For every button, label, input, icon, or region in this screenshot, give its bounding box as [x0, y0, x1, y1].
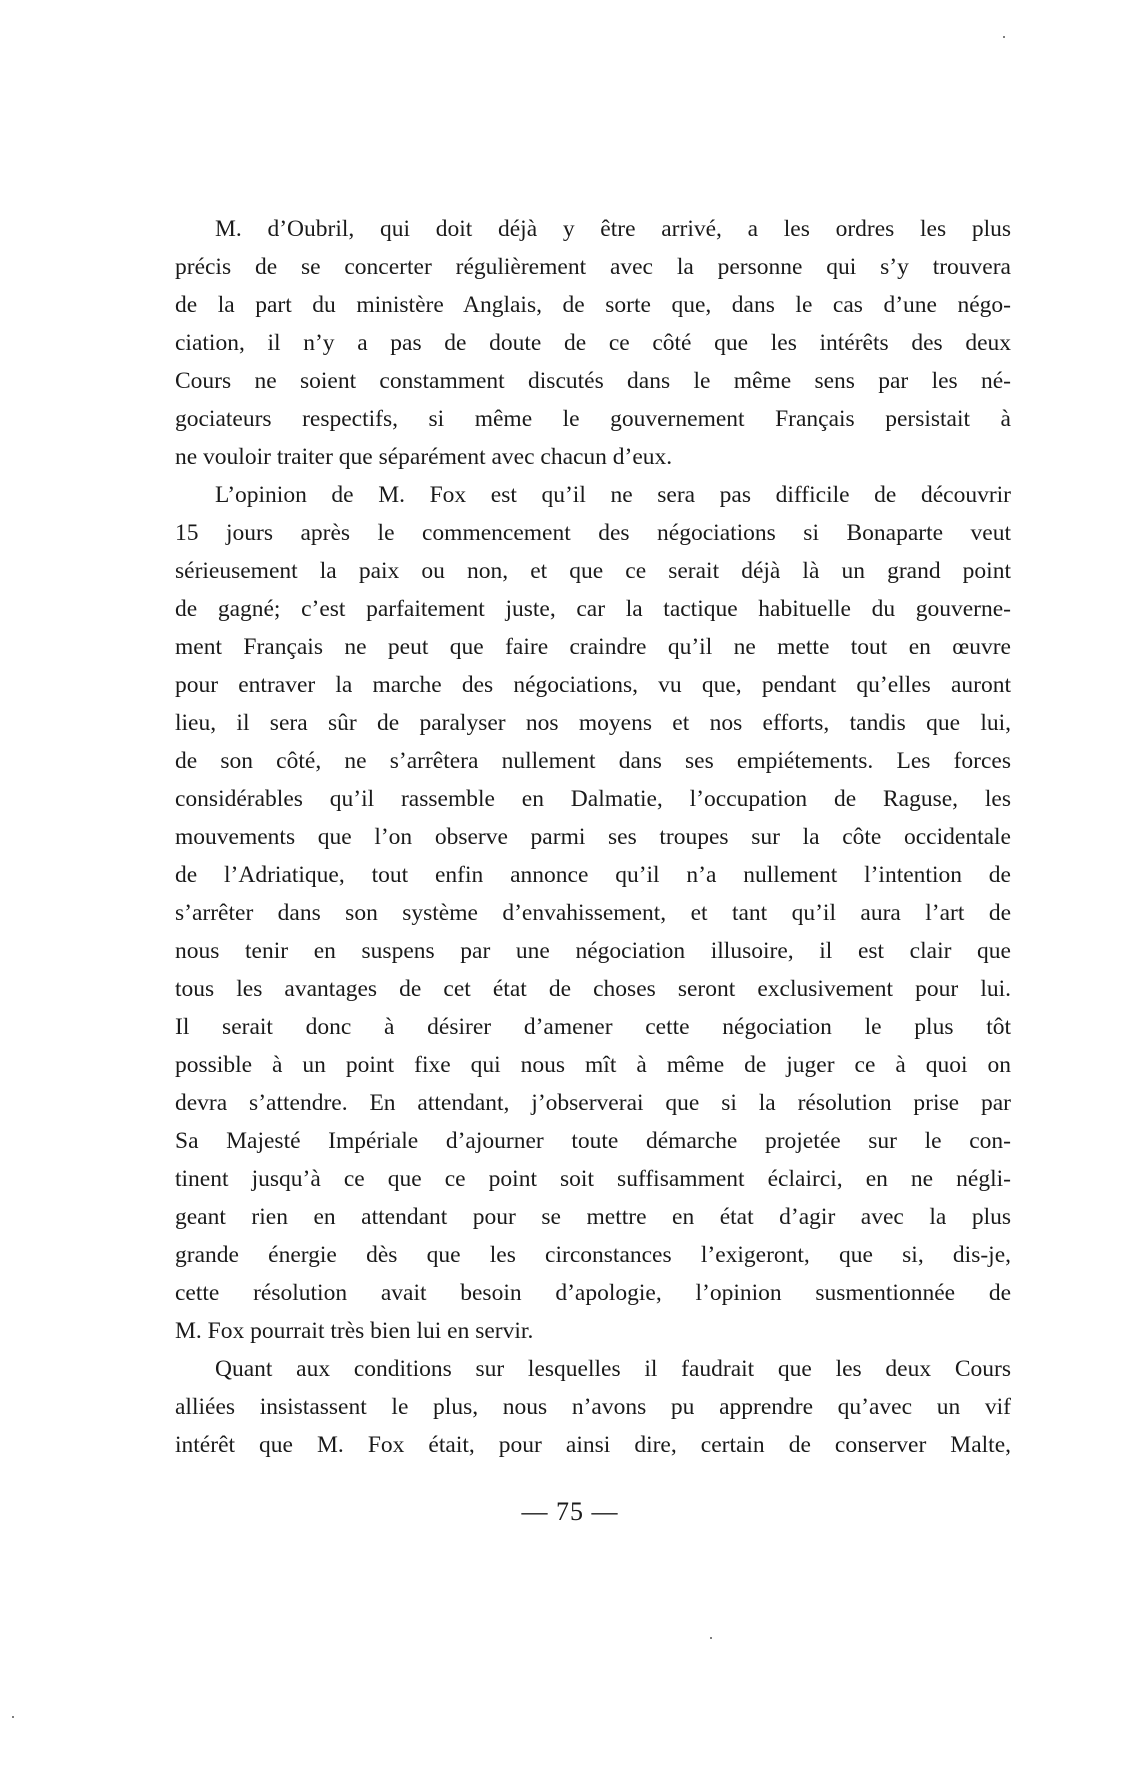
text-line: pour entraver la marche des négociations, vu que, pendant qu’elles auront: [175, 672, 1011, 698]
text-line: lieu, il sera sûr de paralyser nos moyens et nos efforts, tandis que lui,: [175, 710, 1011, 736]
page-number: — 75 —: [521, 1497, 619, 1526]
text-line: ment Français ne peut que faire craindre qu’il ne mette tout en œuvre: [175, 634, 1011, 660]
text-line: L’opinion de M. Fox est qu’il ne sera pas difficile de découvrir: [215, 482, 1011, 508]
text-line: gociateurs respectifs, si même le gouvernement Français persistait à: [175, 406, 1011, 432]
text-line: 15 jours après le commencement des négociations si Bonaparte veut: [175, 520, 1011, 546]
text-line: sérieusement la paix ou non, et que ce serait déjà là un grand point: [175, 558, 1011, 584]
text-line: geant rien en attendant pour se mettre en état d’agir avec la plus: [175, 1204, 1011, 1230]
text-line: s’arrêter dans son système d’envahissement, et tant qu’il aura l’art de: [175, 900, 1011, 926]
scan-speck: [710, 1637, 712, 1639]
text-line: ne vouloir traiter que séparément avec chacun d’eux.: [175, 444, 673, 470]
text-line: de l’Adriatique, tout enfin annonce qu’il n’a nullement l’intention de: [175, 862, 1011, 888]
text-line: tous les avantages de cet état de choses seront exclusivement pour lui.: [175, 976, 1011, 1002]
text-line: de la part du ministère Anglais, de sorte que, dans le cas d’une négo-: [175, 292, 1011, 318]
text-line: Sa Majesté Impériale d’ajourner toute démarche projetée sur le con-: [175, 1128, 1011, 1154]
paragraph-2: [175, 476, 1011, 1350]
text-line: Il serait donc à désirer d’amener cette négociation le plus tôt: [175, 1014, 1011, 1040]
text-line: considérables qu’il rassemble en Dalmatie, l’occupation de Raguse, les: [175, 786, 1011, 812]
body-text: [175, 210, 1011, 1464]
text-line: M. d’Oubril, qui doit déjà y être arrivé, a les ordres les plus: [215, 216, 1011, 242]
text-line: intérêt que M. Fox était, pour ainsi dire, certain de conserver Malte,: [175, 1432, 1011, 1458]
text-line: cette résolution avait besoin d’apologie, l’opinion susmentionnée de: [175, 1280, 1011, 1306]
text-line: grande énergie dès que les circonstances l’exigeront, que si, dis-je,: [175, 1242, 1011, 1268]
text-line: tinent jusqu’à ce que ce point soit suffisamment éclairci, en ne négli-: [175, 1166, 1011, 1192]
text-line: possible à un point fixe qui nous mît à même de juger ce à quoi on: [175, 1052, 1011, 1078]
text-line: Quant aux conditions sur lesquelles il faudrait que les deux Cours: [215, 1356, 1011, 1382]
text-line: nous tenir en suspens par une négociation illusoire, il est clair que: [175, 938, 1011, 964]
text-line: M. Fox pourrait très bien lui en servir.: [175, 1318, 534, 1344]
scan-speck: [1003, 36, 1005, 38]
text-line: devra s’attendre. En attendant, j’observerai que si la résolution prise par: [175, 1090, 1011, 1116]
text-line: mouvements que l’on observe parmi ses troupes sur la côte occidentale: [175, 824, 1011, 850]
paragraph-3: [175, 1350, 1011, 1464]
text-line: de son côté, ne s’arrêtera nullement dans ses empiétements. Les forces: [175, 748, 1011, 774]
text-line: alliées insistassent le plus, nous n’avons pu apprendre qu’avec un vif: [175, 1394, 1011, 1420]
text-line: Cours ne soient constamment discutés dans le même sens par les né-: [175, 368, 1011, 394]
scan-speck: [12, 1716, 14, 1718]
text-line: ciation, il n’y a pas de doute de ce côté que les intérêts des deux: [175, 330, 1011, 356]
paragraph-1: [175, 210, 1011, 476]
text-line: précis de se concerter régulièrement avec la personne qui s’y trouvera: [175, 254, 1011, 280]
text-line: de gagné; c’est parfaitement juste, car la tactique habituelle du gouverne-: [175, 596, 1011, 622]
